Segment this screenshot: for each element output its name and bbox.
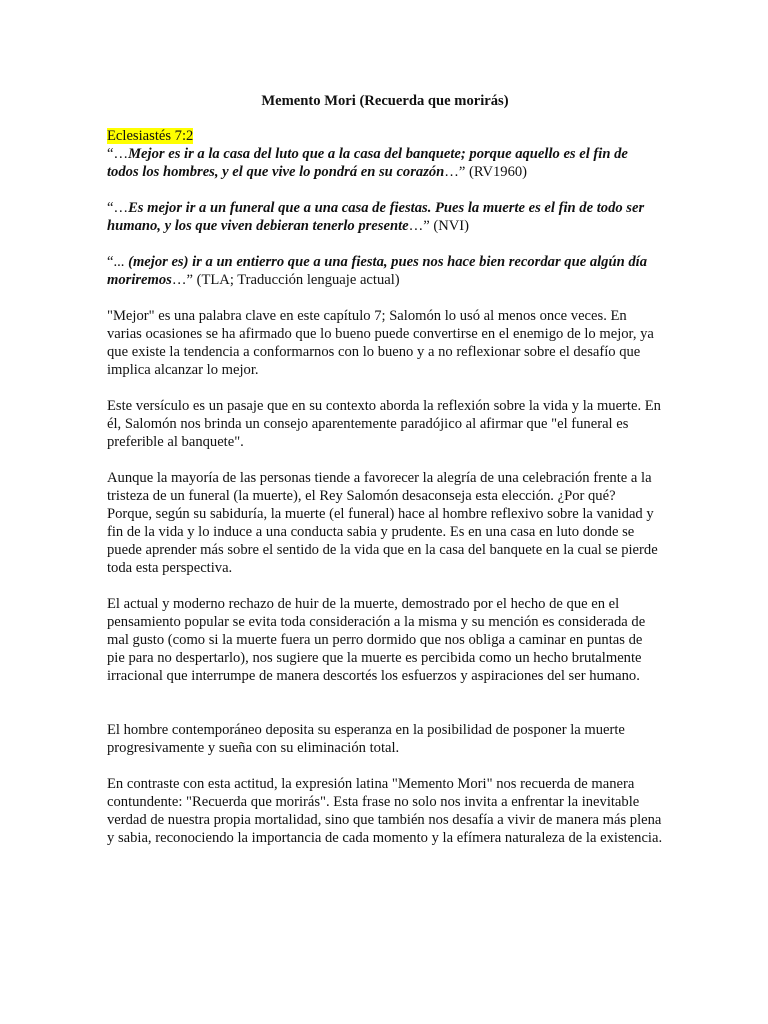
verse-open-quote: “… <box>107 146 129 162</box>
verse-open-quote: “... <box>107 254 129 270</box>
paragraph-memento-mori: En contraste con esta actitud, la expresión latina "Memento Mori" nos recuerda de manera contundente: "Recuerda que morirás". Esta frase no solo nos invita a enfrentar la inevitable verdad de nuestra propia mortalidad, sino que también nos desafía a vivir de manera más plena y sabia, reconociendo la importancia de cada momento y la efímera naturaleza de la existencia. <box>107 776 663 846</box>
scripture-reference <box>107 127 663 145</box>
verse-close-quote: …” <box>171 272 197 288</box>
document-title: Memento Mori (Recuerda que morirás) <box>261 93 509 109</box>
verse-close-quote: …” <box>444 164 470 180</box>
highlighted-reference: Eclesiastés 7:2 <box>107 128 194 144</box>
verse-rv1960 <box>107 145 663 181</box>
verse-text: Mejor es ir a la casa del luto que a la casa del banquete; porque aquello es el fin de todos los hombres, y el que vive lo pondrá en su corazón <box>107 146 628 180</box>
paragraph-mejor: "Mejor" es una palabra clave en este capítulo 7; Salomón lo usó al menos once veces. En varias ocasiones se ha afirmado que lo bueno puede convertirse en el enemigo de lo mejor, ya que existe la tendencia a conformarnos con lo bueno y a no reflexionar sobre el desafío que implica alcanzar lo mejor. <box>107 308 654 378</box>
verse-text: (mejor es) ir a un entierro que a una fiesta, pues nos hace bien recordar que algún día moriremos <box>107 254 648 288</box>
verse-close-quote: …” <box>408 218 434 234</box>
paragraph-rechazo: El actual y moderno rechazo de huir de la muerte, demostrado por el hecho de que en el pensamiento popular se evita toda consideración a la misma y su mención es considerada de mal gusto (como si la muerte fuera un perro dormido que nos obliga a caminar en puntas de pie para no despertarlo), nos sugiere que la muerte es percibida como un hecho brutalmente irracional que interrumpe de manera descortés los esfuerzos y aspiraciones del ser humano. <box>107 596 646 684</box>
verse-text: Es mejor ir a un funeral que a una casa de fiestas. Pues la muerte es el fin de todo ser humano, y los que viven debieran tenerlo presente <box>107 200 645 234</box>
paragraph-funeral: Aunque la mayoría de las personas tiende a favorecer la alegría de una celebración frente a la tristeza de un funeral (la muerte), el Rey Salomón desaconseja esta elección. ¿Por qué? Porque, según su sabiduría, la muerte (el funeral) hace al hombre reflexivo sobre la vanidad y fin de la vida y lo induce a una conducta sabia y prudente. Es en una casa en luto donde se puede aprender más sobre el sentido de la vida que en la casa del banquete en la cual se pierde toda esta perspectiva. <box>107 470 658 576</box>
verse-tla <box>107 253 663 289</box>
verse-version: (RV1960) <box>469 164 528 180</box>
document-body <box>107 92 663 865</box>
blank-line <box>107 703 663 721</box>
paragraph-hombre-contemporaneo: El hombre contemporáneo deposita su esperanza en la posibilidad de posponer la muerte progresivamente y sueña con su eliminación total. <box>107 722 625 756</box>
verse-version: (TLA; Traducción lenguaje actual) <box>196 272 400 288</box>
verse-open-quote: “… <box>107 200 129 216</box>
paragraph-versiculo: Este versículo es un pasaje que en su contexto aborda la reflexión sobre la vida y la muerte. En él, Salomón nos brinda un consejo aparentemente paradójico al afirmar que "el funeral es preferible al banquete". <box>107 398 661 450</box>
verse-nvi <box>107 199 663 235</box>
verse-version: (NVI) <box>433 218 470 234</box>
